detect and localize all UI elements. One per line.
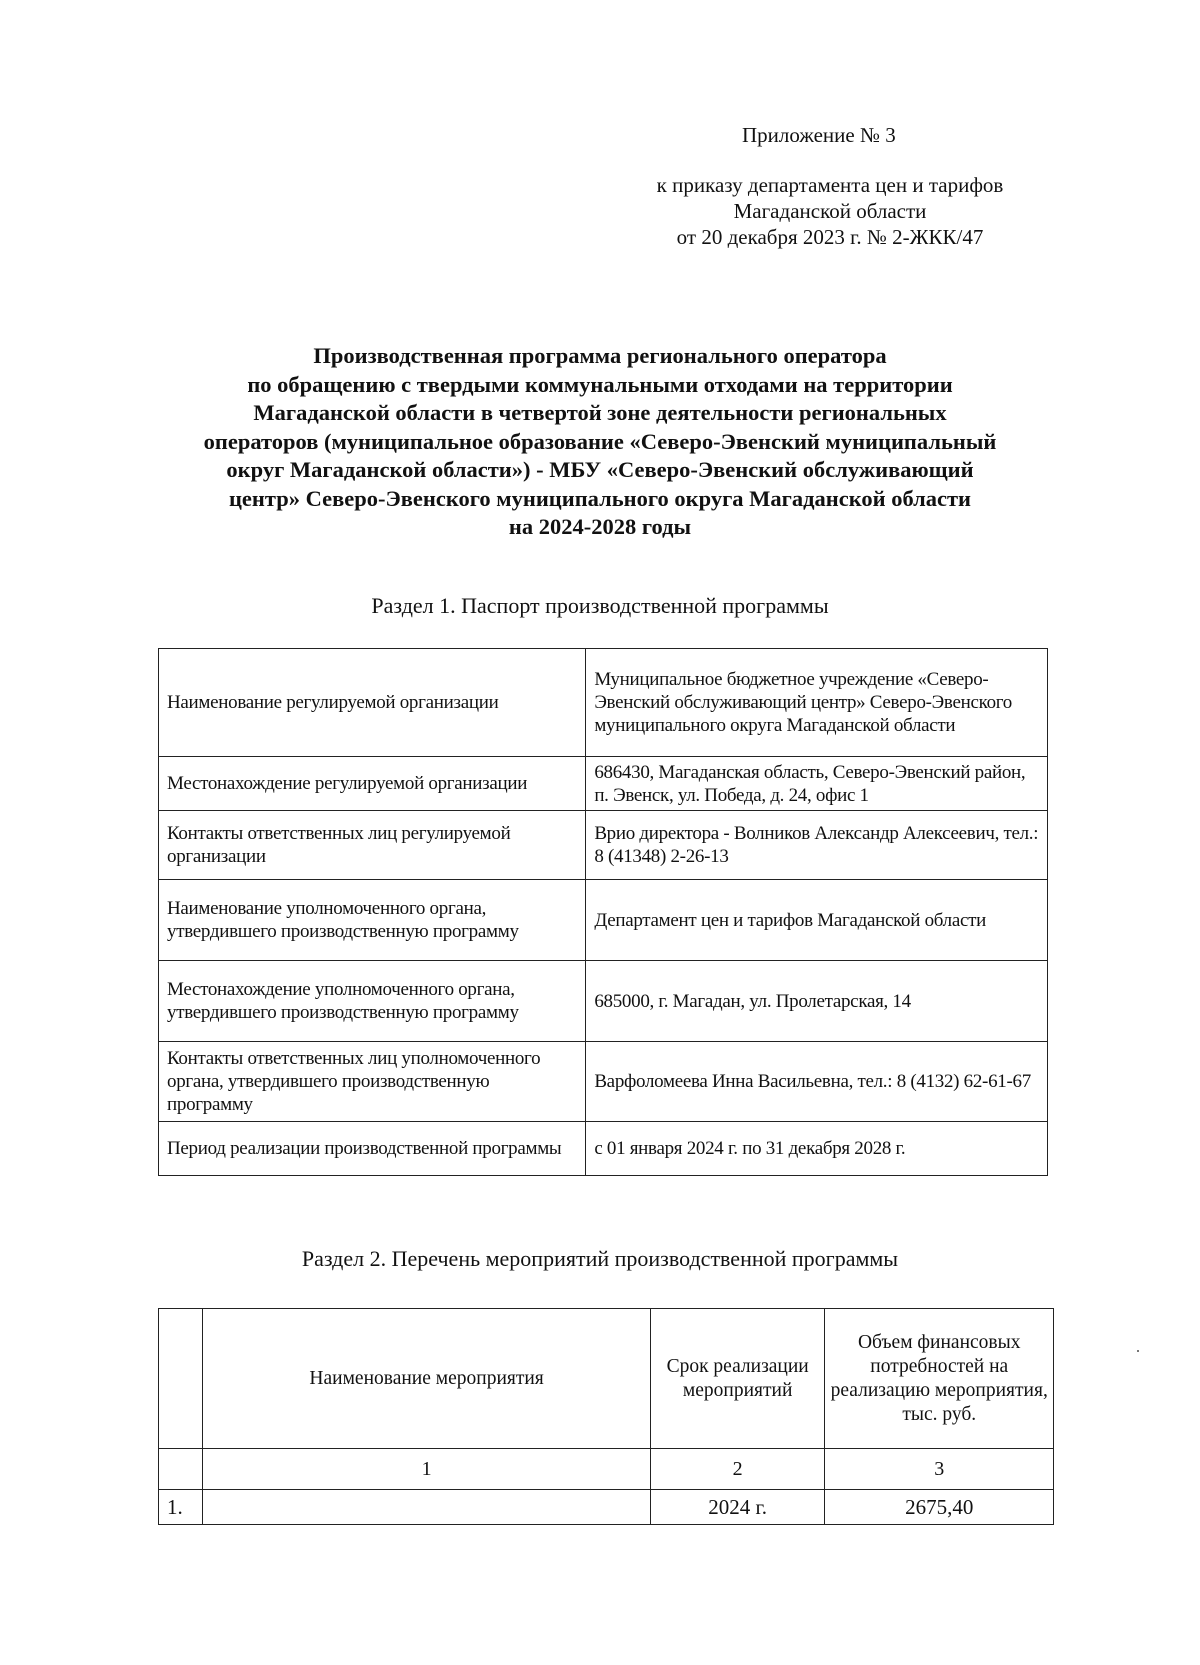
table-row [159, 1490, 1054, 1525]
passport-label: Наименование регулируемой организации [159, 649, 586, 757]
column-numbers-row [159, 1449, 1054, 1490]
table-row [159, 1042, 1048, 1122]
program-title-line: центр» Северо-Эвенского муниципального округа Магаданской области [228, 485, 972, 511]
scan-artifact [1137, 1350, 1139, 1352]
program-title-line: операторов (муниципальное образование «Северо-Эвенский муниципальный [203, 428, 997, 454]
passport-value: Муниципальное бюджетное учреждение «Северо-Эвенский обслуживающий центр» Северо-Эвенского муниципального округа Магаданской области [586, 649, 1048, 757]
column-number: 2 [650, 1449, 825, 1490]
passport-label: Контакты ответственных лиц уполномоченного органа, утвердившего производственную программу [159, 1042, 586, 1122]
program-title-line: на 2024-2028 годы [508, 514, 692, 539]
program-title-line: Производственная программа регионального оператора [313, 343, 887, 368]
appendix-line: от 20 декабря 2023 г. № 2-ЖКК/47 [676, 225, 984, 249]
passport-label: Местонахождение регулируемой организации [159, 757, 586, 811]
column-number: 3 [825, 1449, 1054, 1490]
header-index [159, 1309, 203, 1449]
row-index: 1. [159, 1490, 203, 1525]
table-row [159, 961, 1048, 1042]
table-row [159, 1122, 1048, 1176]
passport-label: Местонахождение уполномоченного органа, утвердившего производственную программу [159, 961, 586, 1042]
appendix-reference [620, 172, 1040, 250]
table-row [159, 880, 1048, 961]
table-header-row [159, 1309, 1054, 1449]
activities-table [158, 1308, 1054, 1525]
passport-value: Варфоломеева Инна Васильевна, тел.: 8 (4132) 62-61-67 [586, 1042, 1048, 1122]
table-row [159, 811, 1048, 880]
passport-label: Наименование уполномоченного органа, утвердившего производственную программу [159, 880, 586, 961]
appendix-title: Приложение № 3 [742, 123, 896, 147]
header-activity-name: Наименование мероприятия [203, 1309, 651, 1449]
appendix-line: к приказу департамента цен и тарифов [656, 173, 1004, 197]
passport-value: Департамент цен и тарифов Магаданской области [586, 880, 1048, 961]
passport-value: с 01 января 2024 г. по 31 декабря 2028 г. [586, 1122, 1048, 1176]
column-number [159, 1449, 203, 1490]
passport-value: 686430, Магаданская область, Северо-Эвенский район, п. Эвенск, ул. Победа, д. 24, офис 1 [586, 757, 1048, 811]
activity-amount: 2675,40 [825, 1490, 1054, 1525]
passport-table [158, 648, 1048, 1176]
header-amount: Объем финансовых потребностей на реализацию мероприятия, тыс. руб. [825, 1309, 1054, 1449]
section2-heading: Раздел 2. Перечень мероприятий производственной программы [301, 1246, 899, 1271]
passport-value: Врио директора - Волников Александр Алексеевич, тел.: 8 (41348) 2-26-13 [586, 811, 1048, 880]
passport-label: Период реализации производственной программы [159, 1122, 586, 1176]
program-title-line: округ Магаданской области») - МБУ «Северо-Эвенский обслуживающий [226, 457, 974, 482]
section1-heading: Раздел 1. Паспорт производственной программы [371, 593, 829, 618]
passport-label: Контакты ответственных лиц регулируемой организации [159, 811, 586, 880]
activity-name [203, 1490, 651, 1525]
column-number: 1 [203, 1449, 651, 1490]
table-row [159, 649, 1048, 757]
program-title [140, 342, 1060, 542]
header-period: Срок реализации мероприятий [650, 1309, 825, 1449]
activity-period: 2024 г. [650, 1490, 825, 1525]
appendix-line: Магаданской области [733, 199, 927, 223]
program-title-line: по обращению с твердыми коммунальными отходами на территории [247, 371, 953, 397]
program-title-line: Магаданской области в четвертой зоне деятельности региональных [253, 400, 947, 425]
passport-value: 685000, г. Магадан, ул. Пролетарская, 14 [586, 961, 1048, 1042]
table-row [159, 757, 1048, 811]
